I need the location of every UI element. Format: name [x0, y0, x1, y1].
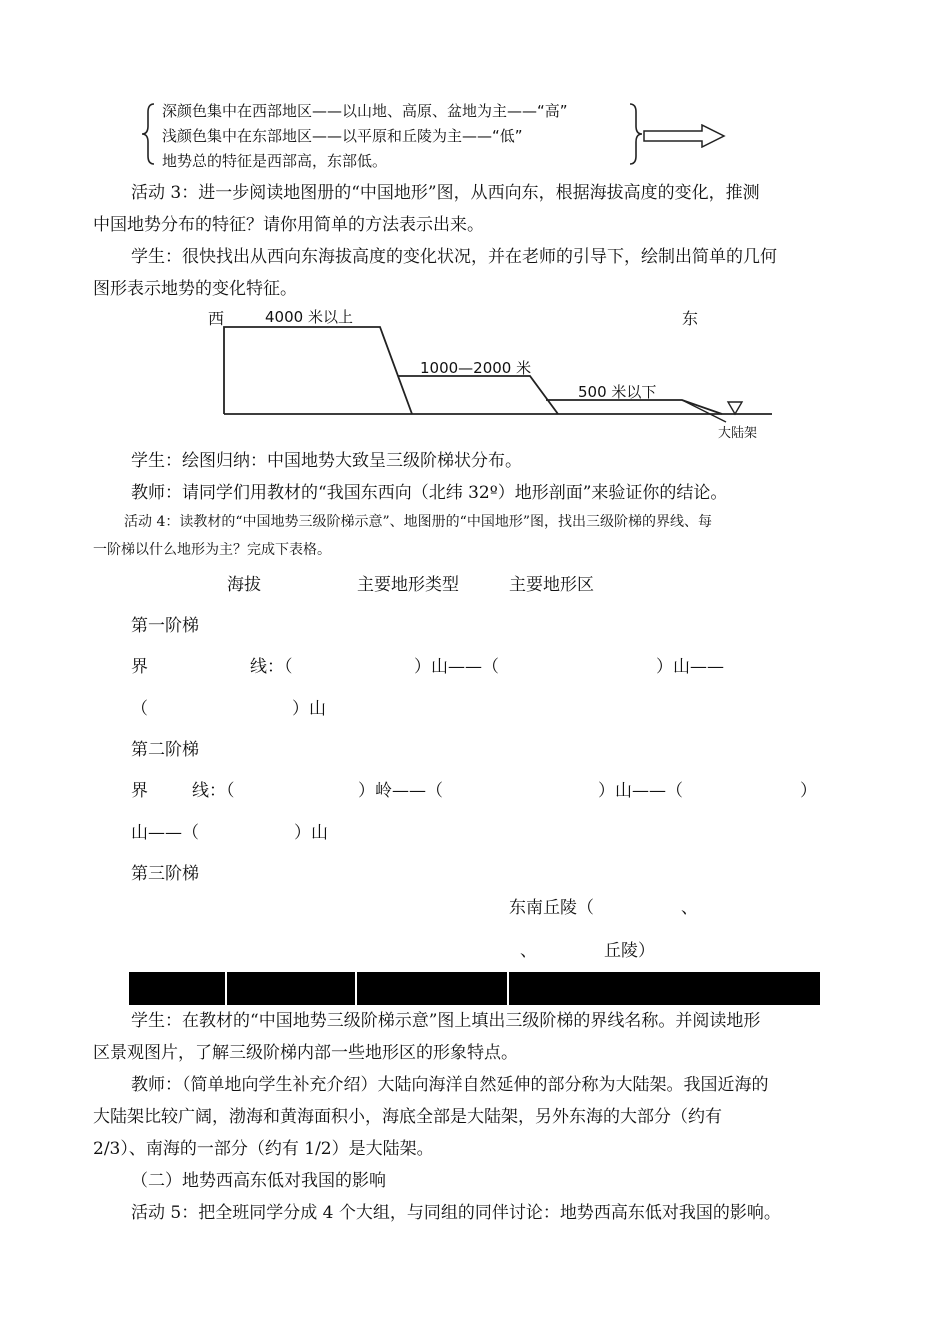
hills-d: 丘陵） — [604, 941, 655, 961]
east-label: 东 — [682, 309, 699, 328]
student1-line-1: 学生：很快找出从西向东海拔高度的变化状况，并在老师的引导下，绘制出简单的几何 — [131, 247, 777, 267]
activity3-line-2: 中国地势分布的特征？请你用简单的方法表示出来。 — [93, 215, 484, 235]
sea-marker-icon — [728, 402, 742, 414]
summary-line-1: 深颜色集中在西部地区——以山地、高原、盆地为主——“高” — [162, 102, 568, 120]
col-landform: 主要地形类型 — [357, 575, 459, 595]
table-bottom-bar-1 — [129, 972, 225, 1005]
border1-e: （ — [131, 699, 148, 719]
border2-c: ）岭——（ — [358, 781, 443, 801]
step2-label: 第二阶梯 — [131, 740, 199, 760]
border2-e: ） — [800, 781, 817, 801]
border1-a: 界 — [131, 657, 148, 677]
student2-text: 学生：绘图归纳：中国地势大致呈三级阶梯状分布。 — [131, 451, 522, 471]
border2-a: 界 — [131, 781, 148, 801]
summary-line-2: 浅颜色集中在东部地区——以平原和丘陵为主——“低” — [162, 127, 523, 145]
step1-label: 第一阶梯 — [131, 616, 199, 636]
border2-b: 线：（ — [192, 781, 235, 801]
shelf-slope — [682, 400, 726, 422]
student3-line-2: 区景观图片，了解三级阶梯内部一些地形区的形象特点。 — [93, 1043, 518, 1063]
col-altitude: 海拔 — [227, 575, 261, 595]
hills-b: 、 — [681, 898, 698, 918]
teacher2-line-1: 教师：（简单地向学生补充介绍）大陆向海洋自然延伸的部分称为大陆架。我国近海的 — [131, 1075, 769, 1095]
summary-line-3: 地势总的特征是西部高，东部低。 — [162, 152, 388, 170]
activity4-line-2: 一阶梯以什么地形为主？完成下表格。 — [93, 542, 331, 558]
hills-c: 、 — [520, 941, 537, 961]
border2-d: ）山——（ — [598, 781, 683, 801]
border1-d: ）山—— — [656, 657, 724, 677]
border2-g: ）山 — [294, 823, 328, 843]
step1-altitude-label: 4000 米以上 — [265, 308, 353, 326]
section2-heading: （二）地势西高东低对我国的影响 — [131, 1171, 386, 1191]
student3-line-1: 学生：在教材的“中国地势三级阶梯示意”图上填出三级阶梯的界线名称。并阅读地形 — [131, 1011, 761, 1031]
student1-line-2: 图形表示地势的变化特征。 — [93, 279, 297, 299]
border2-f: 山——（ — [131, 823, 199, 843]
activity5-text: 活动 5：把全班同学分成 4 个大组，与同组的同伴讨论：地势西高东低对我国的影响。 — [131, 1203, 781, 1223]
summary-arrow-icon — [642, 124, 726, 148]
teacher2-line-3: 2/3）、南海的一部分（约有 1/2）是大陆架。 — [93, 1139, 434, 1159]
table-bottom-bar-3 — [357, 972, 507, 1005]
col-region: 主要地形区 — [509, 575, 594, 595]
hills-a: 东南丘陵（ — [509, 898, 594, 918]
teacher1-text: 教师：请同学们用教材的“我国东西向（北纬 32º）地形剖面”来验证你的结论。 — [131, 483, 728, 503]
step2-altitude-label: 1000—2000 米 — [420, 359, 532, 377]
teacher2-line-2: 大陆架比较广阔，渤海和黄海面积小，海底全部是大陆架，另外东海的大部分（约有 — [93, 1107, 722, 1127]
border1-c: ）山——（ — [414, 657, 499, 677]
step3-label: 第三阶梯 — [131, 864, 199, 884]
table-bottom-bar-4 — [509, 972, 820, 1005]
table-bottom-bar-2 — [227, 972, 355, 1005]
shelf-label: 大陆架 — [718, 426, 758, 441]
border1-f: ）山 — [292, 699, 326, 719]
border1-b: 线：（ — [250, 657, 293, 677]
west-label: 西 — [208, 309, 225, 328]
activity3-line-1: 活动 3：进一步阅读地图册的“中国地形”图，从西向东，根据海拔高度的变化，推测 — [131, 183, 760, 203]
step3-altitude-label: 500 米以下 — [578, 383, 657, 401]
activity4-line-1: 活动 4：读教材的“中国地势三级阶梯示意”、地图册的“中国地形”图，找出三级阶梯的界线、每 — [124, 514, 712, 530]
